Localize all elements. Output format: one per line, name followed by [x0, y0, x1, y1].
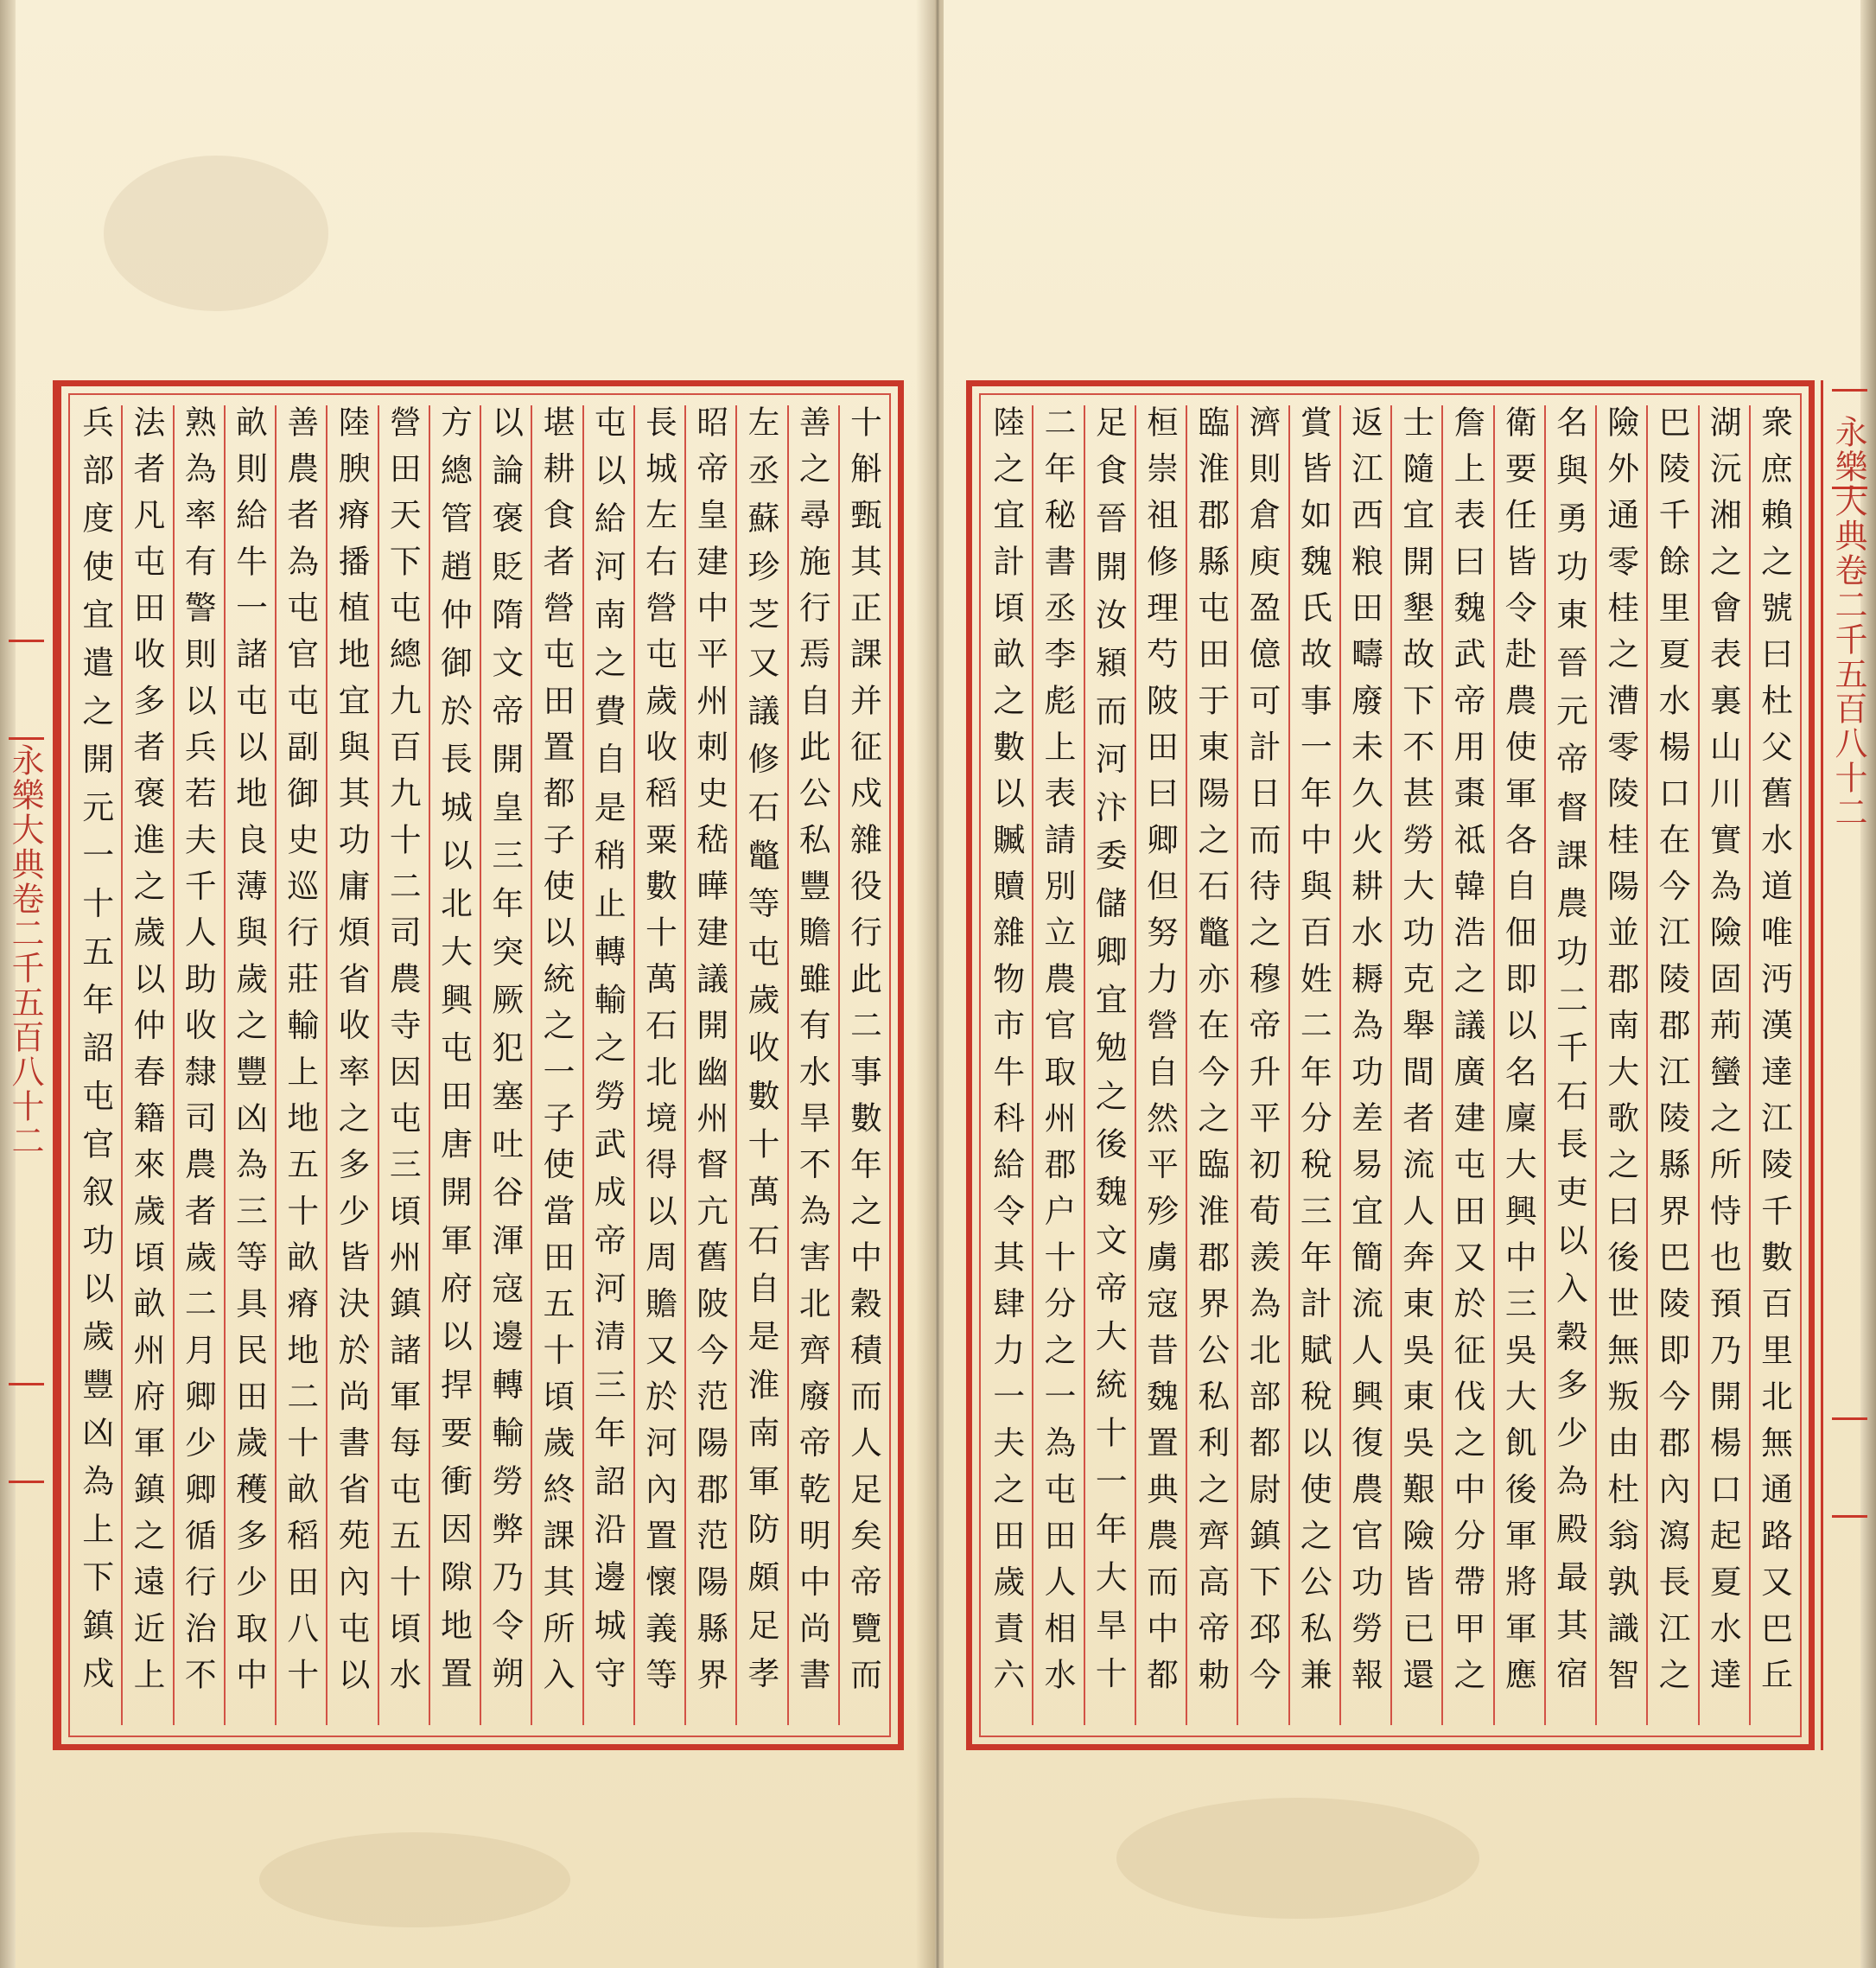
text-column: 足食晉開汝潁而河汴委儲卿宜勉之後魏文帝大統十一年大旱十	[1084, 405, 1135, 1725]
text-column: 畝則給牛一諸屯以地良薄與歲之豐凶為三等具民田歲穫多少取中	[224, 405, 275, 1725]
text-column: 返江西粮田疇廢未久火耕水耨為功差易宜簡流人興復農官功勞報	[1339, 405, 1390, 1725]
text-column: 法者凡屯田收多者褒進之歲以仲春籍來歲頃畝州府軍鎮之遠近上	[121, 405, 172, 1725]
text-column: 陸腴瘠播植地宜與其功庸煩省收率之多少皆決於尚書省苑內屯以	[326, 405, 377, 1725]
text-column: 名與勇功東晉元帝督課農功二千石長吏以入穀多少為殿最其宿	[1544, 405, 1595, 1725]
text-column: 善農者為屯官屯副御史巡行莊輸上地五十畝瘠地二十畝稻田八十	[275, 405, 326, 1725]
right-margin-title: 永樂大典卷二千五百八十二	[1829, 415, 1867, 830]
text-column: 以論褒貶隋文帝開皇三年突厥犯塞吐谷渾寇邊轉輸勞弊乃令朔	[480, 405, 531, 1725]
text-column: 陸之宜計頃畝之數以贓贖雜物市牛科給令其肆力一夫之田歲責六	[988, 405, 1026, 1704]
left-margin-title: 永樂大典卷二千五百八十二	[6, 743, 44, 1158]
text-column: 長城左右營屯歲收稻粟數十萬石北境得以周贍又於河內置懷義等	[633, 405, 684, 1725]
text-column: 營田天下屯總九百九十二司農寺因屯三頃州鎮諸軍每屯五十頃水	[378, 405, 429, 1725]
margin-fishtail-bottom	[1832, 1417, 1867, 1518]
text-column: 二年秘書丞李彪上表請別立農官取州郡户十分之一為屯田人相水	[1032, 405, 1083, 1725]
text-column: 險外通零桂之漕零陵桂陽並郡南大歌之曰後世無叛由杜翁孰識智	[1595, 405, 1646, 1725]
text-column: 左丞蘇珍芝又議修石鼈等屯歲收數十萬石自是淮南軍防頗足孝	[735, 405, 786, 1725]
paper-stain	[259, 1832, 570, 1927]
text-column: 兵部度使宜遣之開元一十五年詔屯官叙功以歲豐凶為上下鎮戍	[77, 405, 115, 1705]
text-column: 桓崇祖修理芍陂田曰卿但努力營自然平殄虜寇昔魏置典農而中都	[1135, 405, 1186, 1725]
text-column: 賞皆如魏氏故事一年中與百姓二年分稅三年計賦稅以使之公私兼	[1288, 405, 1339, 1725]
text-column: 士隨宜開墾故下不甚勞大功克舉間者流人奔東吳東吳艱險皆已還	[1390, 405, 1441, 1725]
text-column: 十斛甄其正課并征戍雜役行此二事數年之中穀積而人足矣帝覽而	[838, 405, 889, 1725]
text-column: 臨淮郡縣屯田于東陽之石鼈亦在今之臨淮郡界公私利之齊高帝勅	[1186, 405, 1237, 1725]
text-column: 濟則倉庾盈億可計日而待之穆帝升平初荀羨為北部都尉鎮下邳今	[1237, 405, 1288, 1725]
left-text-frame	[55, 380, 904, 1750]
margin-fishtail-top	[9, 640, 44, 740]
text-column: 湖沅湘之會表裏山川實為險固荊蠻之所恃也預乃開楊口起夏水達	[1698, 405, 1749, 1725]
text-column: 衛要任皆令赴農使軍各自佃即以名廩大興中三吳大飢後軍將軍應	[1493, 405, 1544, 1725]
text-column: 昭帝皇建中平州刺史嵇曄建議開幽州督亢舊陂今范陽郡范陽縣界	[684, 405, 735, 1725]
paper-stain	[1116, 1798, 1479, 1919]
right-text-frame	[966, 380, 1815, 1750]
text-column: 巴陵千餘里夏水楊口在今江陵郡江陵縣界巴陵即今郡內瀉長江之	[1646, 405, 1697, 1725]
text-column: 屯以給河南之費自是稍止轉輸之勞武成帝河清三年詔沿邊城守	[582, 405, 633, 1725]
right-margin-band	[1821, 380, 1876, 1750]
text-column: 方總管趙仲御於長城以北大興屯田唐開軍府以捍要衝因隙地置	[429, 405, 480, 1725]
text-column: 堪耕食者營屯田置都子使以統之一子使當田五十頃歲終課其所入	[531, 405, 582, 1725]
text-column: 詹上表曰魏武帝用棗祗韓浩之議廣建屯田又於征伐之中分帶甲之	[1441, 405, 1492, 1725]
text-column: 善之尋施行焉自此公私豐贍雖有水旱不為害北齊廢帝乾明中尚書	[787, 405, 838, 1725]
left-text-columns	[70, 405, 889, 1725]
text-column: 熟為率有警則以兵若夫千人助收隸司農者歲二月卿少卿循行治不	[173, 405, 224, 1725]
left-leaf	[0, 0, 935, 1968]
right-text-columns	[981, 405, 1800, 1725]
paper-stain	[104, 156, 328, 311]
left-margin-band	[0, 380, 55, 1750]
text-column: 衆庶賴之號曰杜父舊水道唯沔漢達江陵千數百里北無通路又巴丘	[1749, 405, 1800, 1725]
margin-fishtail-bottom	[9, 1383, 44, 1483]
